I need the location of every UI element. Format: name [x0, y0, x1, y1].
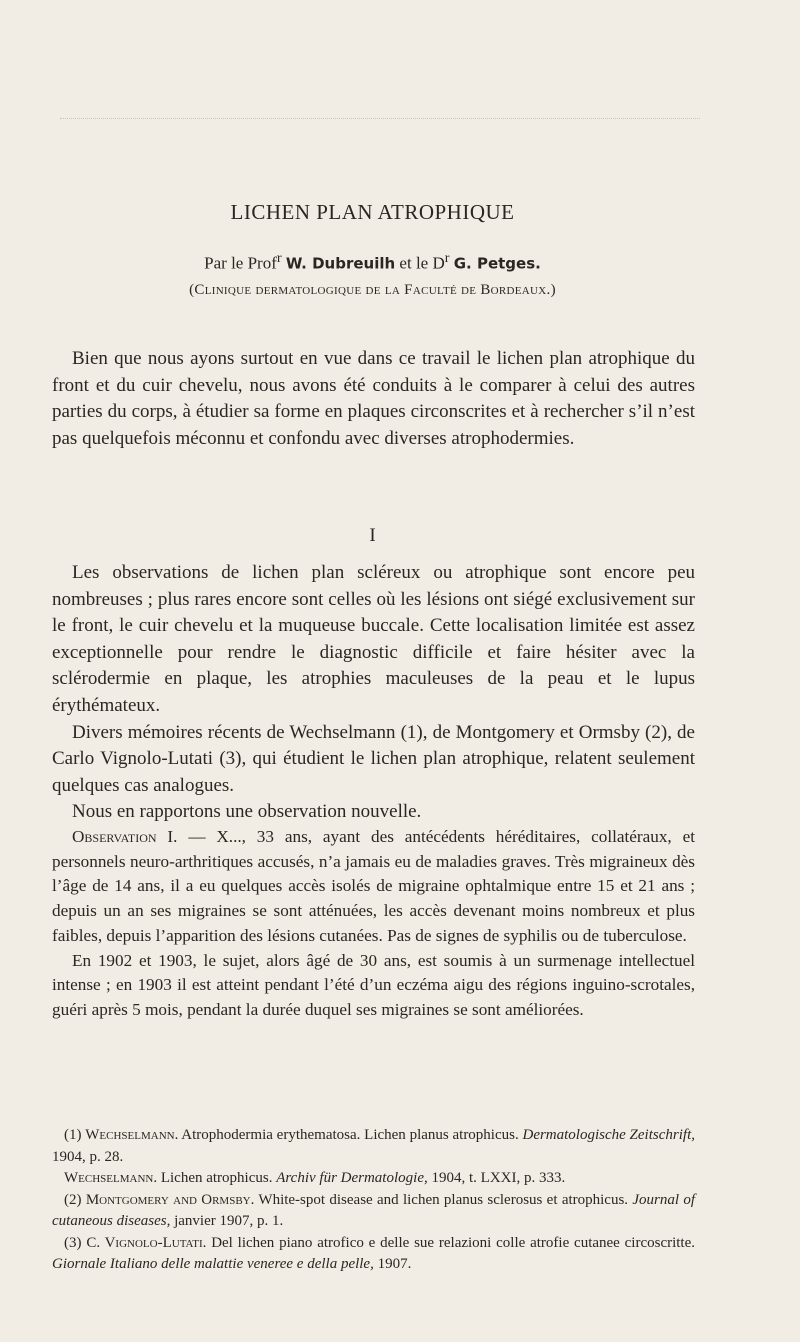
footnote-author: Wechselmann.: [85, 1127, 179, 1143]
intro-text: Bien que nous ayons surtout en vue dans ce travail le lichen plan atrophique du front et du cuir chevelu, nous avons été conduits à le comparer à celui des autres parties du corps, à étudier sa forme en plaques circonscrites et à rechercher s’il n’est pas quelquefois méconnu et confondu avec diverses atrophodermies.: [52, 348, 695, 449]
footnote-3: [52, 1233, 695, 1276]
intro-paragraph: [52, 346, 695, 452]
footnote-author: C. Vignolo-Lutati.: [86, 1234, 207, 1251]
byline-prefix-sup: r: [276, 250, 282, 266]
observation-label: Observation I.: [72, 827, 178, 846]
footnote-journal: Journal of cutaneous diseases,: [52, 1191, 695, 1229]
footnote-1b: [52, 1168, 695, 1190]
footnote-mark: (1): [64, 1127, 82, 1143]
section-paragraph: Les observations de lichen plan scléreux ou atrophique sont encore peu nombreuses ; plus rares encore sont celles où les lésions ont siégé exclusivement sur le front, le cuir chevelu et la muqueuse buccale. Cette localisation limitée est assez exceptionnelle pour rendre le diagnostic difficile et faire hésiter avec la sclérodermie en plaque, les atrophies maculeuses de la peau et le lupus érythémateux.: [52, 562, 695, 716]
footnote-author: Montgomery and Ormsby.: [85, 1191, 255, 1208]
footnote-ref: 1904, t. LXXI, p. 333.: [427, 1170, 566, 1186]
footnote-text: Del lichen piano atrofico e delle sue relazioni colle atrofie cutanee circoscritte.: [206, 1234, 696, 1251]
byline-prefix: Par le Prof: [204, 253, 277, 273]
footnote-ref: 1904, p. 28.: [52, 1148, 124, 1165]
observation-block: [52, 825, 695, 1023]
section-body: [52, 560, 695, 826]
footnote-text: Atrophodermia erythematosa. Lichen planus atrophicus.: [178, 1127, 523, 1143]
observation-paragraph-1: [52, 825, 695, 949]
footnote-journal: Archiv für Dermatologie,: [276, 1170, 428, 1186]
footnote-mark: (2): [64, 1191, 82, 1208]
footnote-ref: janvier 1907, p. 1.: [170, 1213, 284, 1229]
author-2: G. Petges.: [453, 254, 541, 273]
footnote-text: Lichen atrophicus.: [157, 1170, 277, 1186]
byline-mid-sup: r: [444, 250, 450, 266]
footnote-mark: (3): [64, 1234, 82, 1251]
author-byline: [0, 250, 745, 274]
footnote-text: White-spot disease and lichen planus sclerosus et atrophicus.: [254, 1191, 633, 1208]
observation-paragraph-2: En 1902 et 1903, le sujet, alors âgé de 30 ans, est soumis à un surmenage intellectuel intense ; en 1903 il est atteint pendant l’été d’un eczéma aigu des régions inguino-scrotales, guéri après 5 mois, pendant la durée duquel ses migraines se sont améliorées.: [52, 950, 695, 1019]
section-paragraph: Divers mémoires récents de Wechselmann (1), de Montgomery et Ormsby (2), de Carlo Vignolo-Lutati (3), qui étudient le lichen plan atrophique, relatent seulement quelques cas analogues.: [52, 721, 695, 796]
affiliation: (Clinique dermatologique de la Faculté de Bordeaux.): [189, 282, 556, 298]
footnote-journal: Giornale Italiano delle malattie veneree e della pelle,: [52, 1256, 374, 1272]
observation-text-1: — X..., 33 ans, ayant des antécédents héréditaires, collatéraux, et personnels neuro-arthritiques accusés, n’a jamais eu de maladies graves. Très migraineux dès l’âge de 14 ans, il a eu quelques accès isolés de migraine ophtalmique entre 15 et 21 ans ; depuis un an ses migraines se sont atténuées, les accès devenant moins nombreux et plus faibles, depuis l’apparition des lésions cutanées. Pas de signes de syphilis ou de tuberculose.: [52, 827, 695, 945]
header-rule: [60, 118, 700, 119]
footnote-journal: Dermatologische Zeitschrift,: [522, 1127, 695, 1143]
byline-mid: et le D: [399, 253, 445, 273]
footnote-author: Wechselmann.: [64, 1170, 158, 1186]
footnotes: [52, 1125, 695, 1276]
section-paragraph: Nous en rapportons une observation nouvelle.: [72, 801, 422, 823]
footnote-2: [52, 1190, 695, 1233]
author-1: W. Dubreuilh: [285, 254, 396, 273]
section-number: I: [369, 525, 376, 546]
footnote-1: [52, 1125, 695, 1168]
footnote-ref: 1907.: [373, 1256, 412, 1272]
article-title: LICHEN PLAN ATROPHIQUE: [230, 200, 515, 224]
